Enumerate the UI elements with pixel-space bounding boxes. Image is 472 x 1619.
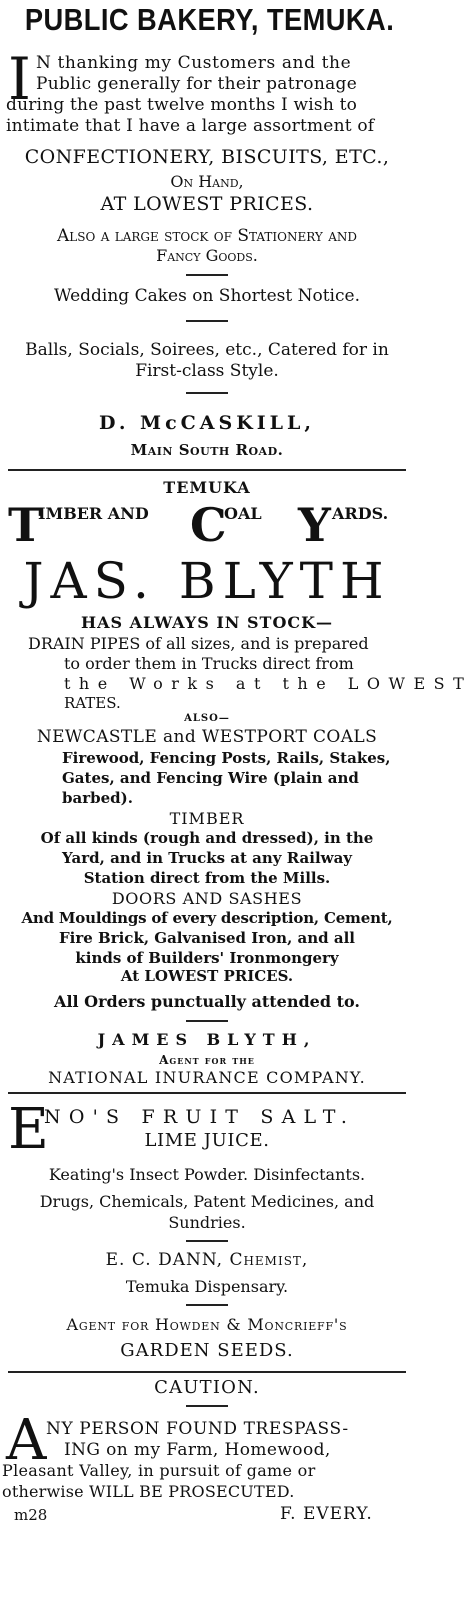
blyth-drain-line-4: RATES. — [64, 694, 121, 712]
enos-keating: Keating's Insect Powder. Disinfectants. — [48, 1165, 366, 1184]
blyth-timber-line-2: Yard, and in Trucks at any Railway — [61, 849, 353, 867]
title-letter-y: Y — [298, 498, 331, 552]
bakery-on-hand: On Hand, — [170, 172, 244, 191]
blyth-drain-line-3-text: the Works at the LOWEST — [64, 674, 472, 693]
enos-divider-1 — [186, 1240, 228, 1242]
enos-title: NO'S FRUIT SALT. — [44, 1106, 356, 1128]
title-letter-c: C — [190, 498, 227, 552]
title-letter-t: T — [8, 498, 43, 552]
blyth-timber: TIMBER — [169, 809, 245, 828]
ad-separator-1 — [8, 469, 406, 471]
caution-line-2: ING on my Farm, Homewood, — [64, 1440, 331, 1460]
enos-agent: Agent for Howden & Moncrieff's — [66, 1315, 348, 1334]
blyth-coals: NEWCASTLE and WESTPORT COALS — [36, 727, 378, 747]
blyth-firewood-line-2: Gates, and Fencing Wire (plain and — [62, 769, 359, 787]
bakery-wedding-cakes: Wedding Cakes on Shortest Notice. — [54, 286, 360, 306]
enos-drugs-line-1: Drugs, Chemicals, Patent Medicines, and — [39, 1192, 375, 1211]
bakery-proprietor: D. McCASKILL, — [99, 412, 315, 434]
blyth-also: ALSO— — [184, 713, 230, 724]
enos-dispensary: Temuka Dispensary. — [125, 1277, 289, 1296]
blyth-mouldings-line-1: And Mouldings of every description, Cement, — [21, 909, 393, 927]
caution-dropcap: A — [6, 1408, 47, 1473]
blyth-agent: Agent for the — [159, 1053, 255, 1067]
caution-line-1: NY PERSON FOUND TRESPASS- — [46, 1419, 349, 1439]
blyth-drain-line-2: to order them in Trucks direct from — [64, 654, 354, 673]
bakery-heading: PUBLIC BAKERY, TEMUKA. — [24, 2, 395, 37]
blyth-kicker: TEMUKA — [163, 478, 251, 497]
bakery-intro-line-2: Public generally for their patronage — [36, 74, 358, 94]
bakery-balls-line-1: Balls, Socials, Soirees, etc., Catered for in — [25, 340, 389, 360]
caution-line-4: otherwise WILL BE PROSECUTED. — [2, 1482, 295, 1501]
bakery-divider-1 — [186, 274, 228, 276]
blyth-firewood-line-3: barbed). — [62, 789, 133, 807]
enos-divider-2 — [186, 1304, 228, 1306]
bakery-intro-line-4: intimate that I have a large assortment of — [6, 116, 375, 136]
bakery-address: Main South Road. — [130, 441, 284, 459]
caution-heading: CAUTION. — [154, 1377, 260, 1398]
blyth-timber-line-1: Of all kinds (rough and dressed), in the — [40, 829, 374, 847]
enos-drugs-line-2: Sundries. — [168, 1213, 246, 1232]
blyth-company: NATIONAL INURANCE COMPANY. — [48, 1068, 366, 1087]
blyth-drain-line-1: DRAIN PIPES of all sizes, and is prepared — [28, 634, 369, 653]
blyth-mouldings-line-2: Fire Brick, Galvanised Iron, and all — [59, 929, 355, 947]
blyth-name: JAS. BLYTH — [23, 552, 391, 610]
bakery-stationery-line-1: Also a large stock of Stationery and — [56, 226, 357, 246]
bakery-lowest-prices: AT LOWEST PRICES. — [100, 193, 314, 215]
title-word-ards: ARDS. — [332, 504, 389, 523]
blyth-signature: JAMES BLYTH, — [97, 1030, 317, 1049]
caution-code: m28 — [14, 1506, 48, 1524]
blyth-mouldings-line-4: At LOWEST PRICES. — [120, 967, 294, 985]
bakery-intro-line-3: during the past twelve months I wish to — [6, 95, 358, 115]
blyth-firewood-line-1: Firewood, Fencing Posts, Rails, Stakes, — [62, 749, 391, 767]
bakery-divider-3 — [186, 392, 228, 394]
blyth-drain-line-3 — [64, 674, 472, 693]
blyth-always-in-stock: HAS ALWAYS IN STOCK— — [80, 613, 334, 632]
blyth-divider — [186, 1020, 228, 1022]
enos-lime-juice: LIME JUICE. — [144, 1130, 270, 1151]
title-word-timber-and: IMBER AND — [38, 504, 149, 523]
bakery-balls-line-2: First-class Style. — [135, 361, 279, 381]
title-word-oal: OAL — [224, 504, 262, 523]
bakery-divider-2 — [186, 320, 228, 322]
caution-divider — [186, 1405, 228, 1407]
bakery-confectionery: CONFECTIONERY, BISCUITS, ETC., — [24, 146, 390, 168]
blyth-orders: All Orders punctually attended to. — [54, 992, 360, 1011]
blyth-timber-line-3: Station direct from the Mills. — [83, 869, 331, 887]
enos-chemist: E. C. DANN, Chemist, — [105, 1250, 309, 1270]
bakery-intro-line-1: N thanking my Customers and the — [36, 53, 352, 73]
enos-dropcap: E — [8, 1097, 49, 1162]
blyth-yards-title — [8, 496, 408, 552]
blyth-mouldings-line-3: kinds of Builders' Ironmongery — [75, 949, 339, 967]
caution-signature: F. EVERY. — [280, 1504, 373, 1524]
bakery-stationery-line-2: Fancy Goods. — [156, 246, 258, 265]
ad-separator-3 — [8, 1371, 406, 1373]
ad-separator-2 — [8, 1092, 406, 1094]
caution-line-3: Pleasant Valley, in pursuit of game or — [2, 1461, 316, 1480]
blyth-doors: DOORS AND SASHES — [111, 889, 303, 908]
bakery-dropcap: I — [8, 45, 31, 113]
enos-garden-seeds: GARDEN SEEDS. — [120, 1340, 294, 1361]
